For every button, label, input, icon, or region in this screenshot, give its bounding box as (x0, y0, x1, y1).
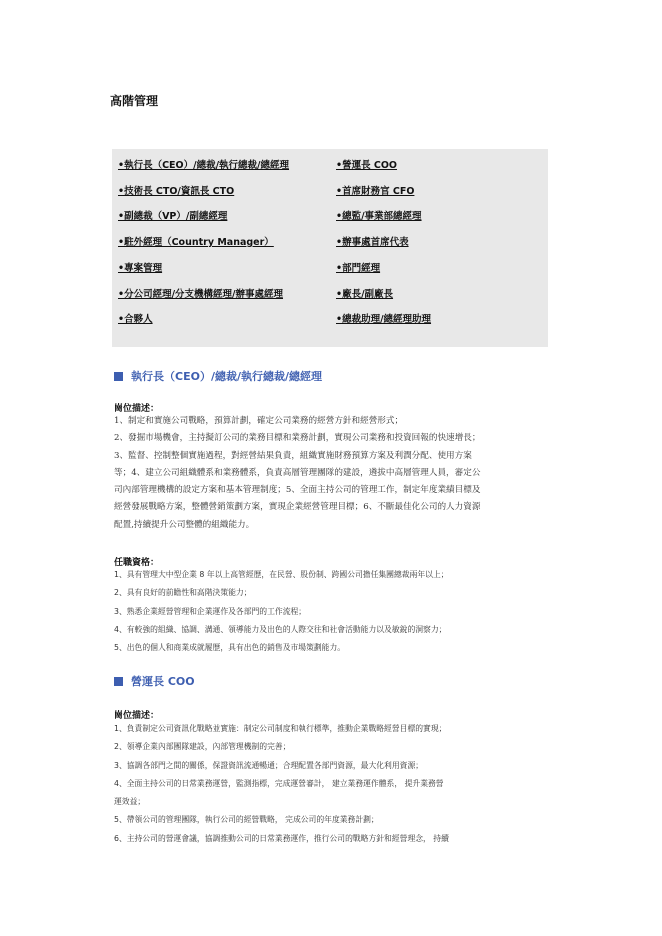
text-line: 4、全面主持公司的日常業務運營，監測指標，完成運營審計， 建立業務運作體系， 提升業務營 (114, 778, 444, 788)
toc-link[interactable]: •辦事處首席代表 (336, 237, 409, 249)
job-description-ceo (114, 413, 540, 534)
qualifications-label: 任職資格： (114, 558, 160, 568)
qualifications-ceo (114, 566, 540, 657)
text-line: 3、協調各部門之間的關係，保證資訊流通暢通；合理配置各部門資源，最大化利用資源； (114, 760, 424, 770)
text-line: 5、出色的個人和商業成就履歷，具有出色的銷售及市場策劃能力。 (114, 643, 346, 653)
section-heading-text: 營運長 COO (131, 675, 195, 688)
section-heading-coo (114, 673, 195, 689)
toc-link[interactable]: •總監/事業部總經理 (336, 211, 422, 223)
toc-link[interactable]: •部門經理 (336, 262, 381, 274)
text-line: 1、負責制定公司資訊化戰略並實施：制定公司制度和執行標準，推動企業戰略經營目標的實現； (114, 724, 447, 733)
text-line: 配置,持續提升公司整體的組織能力。 (114, 519, 255, 530)
text-line: 3、熟悉企業經營管理和企業運作及各部門的工作流程； (114, 606, 307, 616)
text-line: 3、監督、控制整個實施過程，對經營結果負責，組織實施財務預算方案及利潤分配、使用方案 (114, 450, 472, 461)
section-heading-ceo (114, 368, 322, 384)
square-bullet-icon (114, 677, 123, 686)
text-line: 5、帶領公司的管理團隊，執行公司的經營戰略， 完成公司的年度業務計劃； (114, 815, 379, 825)
job-description-label: 崗位描述： (114, 711, 160, 721)
toc-link[interactable]: •駐外經理（Country Manager） (118, 237, 274, 249)
text-line: 司內部管理機構的設定方案和基本管理制度；5、全面主持公司的管理工作，制定年度業績目標及 (114, 485, 481, 496)
toc-link[interactable]: •營運長 COO (336, 160, 398, 171)
text-line: 1、制定和實施公司戰略，預算計劃，確定公司業務的經營方針和經營形式； (114, 416, 404, 426)
text-line: 4、有較強的組織、協調、溝通、領導能力及出色的人際交往和社會活動能力以及敏銳的洞察力； (114, 624, 447, 634)
text-line: 6、主持公司的營運會議，協調推動公司的日常業務運作，推行公司的戰略方針和經營理念， 持續 (114, 833, 449, 843)
toc-link[interactable]: •專案管理 (118, 262, 163, 274)
text-line: 運效益； (114, 797, 146, 807)
text-line: 2、具有良好的前瞻性和高階決策能力； (114, 588, 252, 598)
toc-link[interactable]: •技術長 CTO/資訊長 CTO (118, 185, 235, 197)
text-line: 經營發展戰略方案，整體營銷策劃方案，實現企業經營管理目標；6、不斷最佳化公司的人力資源 (114, 502, 481, 513)
toc-link[interactable]: •廠長/副廠長 (336, 288, 394, 300)
toc-link[interactable]: •合夥人 (118, 314, 153, 326)
toc-link[interactable]: •總裁助理/總經理助理 (336, 314, 432, 326)
text-line: 1、具有管理大中型企業 8 年以上高管經歷，在民營、股份制、跨國公司擔任集團總裁兩年以上； (114, 570, 449, 579)
toc-link[interactable]: •執行長（CEO）/總裁/執行總裁/總經理 (118, 160, 290, 171)
toc-link[interactable]: •副總裁（VP）/副總經理 (118, 211, 228, 223)
job-description-label: 崗位描述： (114, 404, 160, 414)
job-description-coo (114, 720, 540, 848)
text-line: 等；4、建立公司組織體系和業務體系，負責高層管理團隊的建設，遴拔中高層管理人員，審定公 (114, 467, 481, 478)
text-line: 2、發掘市場機會，主持擬訂公司的業務目標和業務計劃，實現公司業務和投資回報的快速增長； (114, 433, 481, 444)
toc-link[interactable]: •首席財務官 CFO (336, 185, 415, 197)
square-bullet-icon (114, 372, 123, 381)
section-heading-text: 執行長（CEO）/總裁/執行總裁/總經理 (131, 370, 322, 383)
toc-link[interactable]: •分公司經理/分支機構經理/辦事處經理 (118, 288, 284, 300)
page-title: 高階管理 (110, 94, 159, 108)
text-line: 2、領導企業內部團隊建設，內部管理機制的完善； (114, 742, 291, 752)
